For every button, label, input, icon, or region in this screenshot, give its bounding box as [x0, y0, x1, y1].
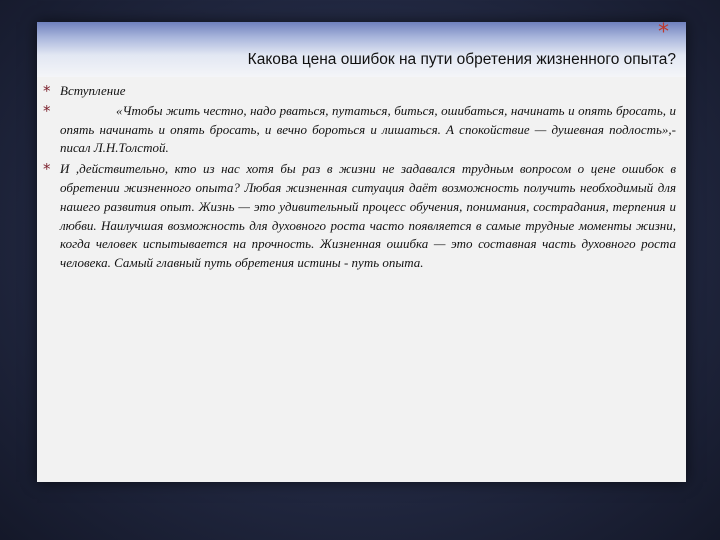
bullet-marker-icon: *: [43, 160, 51, 179]
bullet-marker-icon: *: [43, 82, 51, 100]
slide-title: Какова цена ошибок на пути обретения жизненного опыта?: [247, 51, 676, 68]
bullet-marker-icon: *: [43, 101, 51, 120]
corner-asterisk-icon: *: [658, 20, 669, 45]
bullet-text: Вступление: [60, 83, 126, 98]
bullet-text: И ,действительно, кто из нас хотя бы раз в жизни не задавался трудным вопросом о цене ошибок в обретении жизненного опыта? Любая жизненная ситуация даёт возможность получить необходимый для нашего развития опыт. Жизнь — это удивительный процесс обучения, понимания, сострадания, терпения и любви. Наилучшая возможность для духовного роста часто появляется в самые трудные моменты жизни, когда человек испытывается на прочность. Жизненная ошибка — это составная часть духовного роста человека. Самый главный путь обретения истины - путь опыта.: [60, 161, 676, 271]
bullet-item-quote: [37, 102, 686, 158]
title-band: [37, 22, 686, 77]
bullet-item-intro: [37, 82, 686, 101]
bullet-text: «Чтобы жить честно, надо рваться, путаться, биться, ошибаться, начинать и опять бросать, и опять начинать и опять бросать, и вечно бороться и лишаться. А спокойствие — душевная подлость»,- писал Л.Н.Толстой.: [60, 102, 676, 156]
slide: [37, 22, 686, 482]
bullet-item-body: [37, 160, 686, 273]
bullet-list: [37, 82, 686, 273]
